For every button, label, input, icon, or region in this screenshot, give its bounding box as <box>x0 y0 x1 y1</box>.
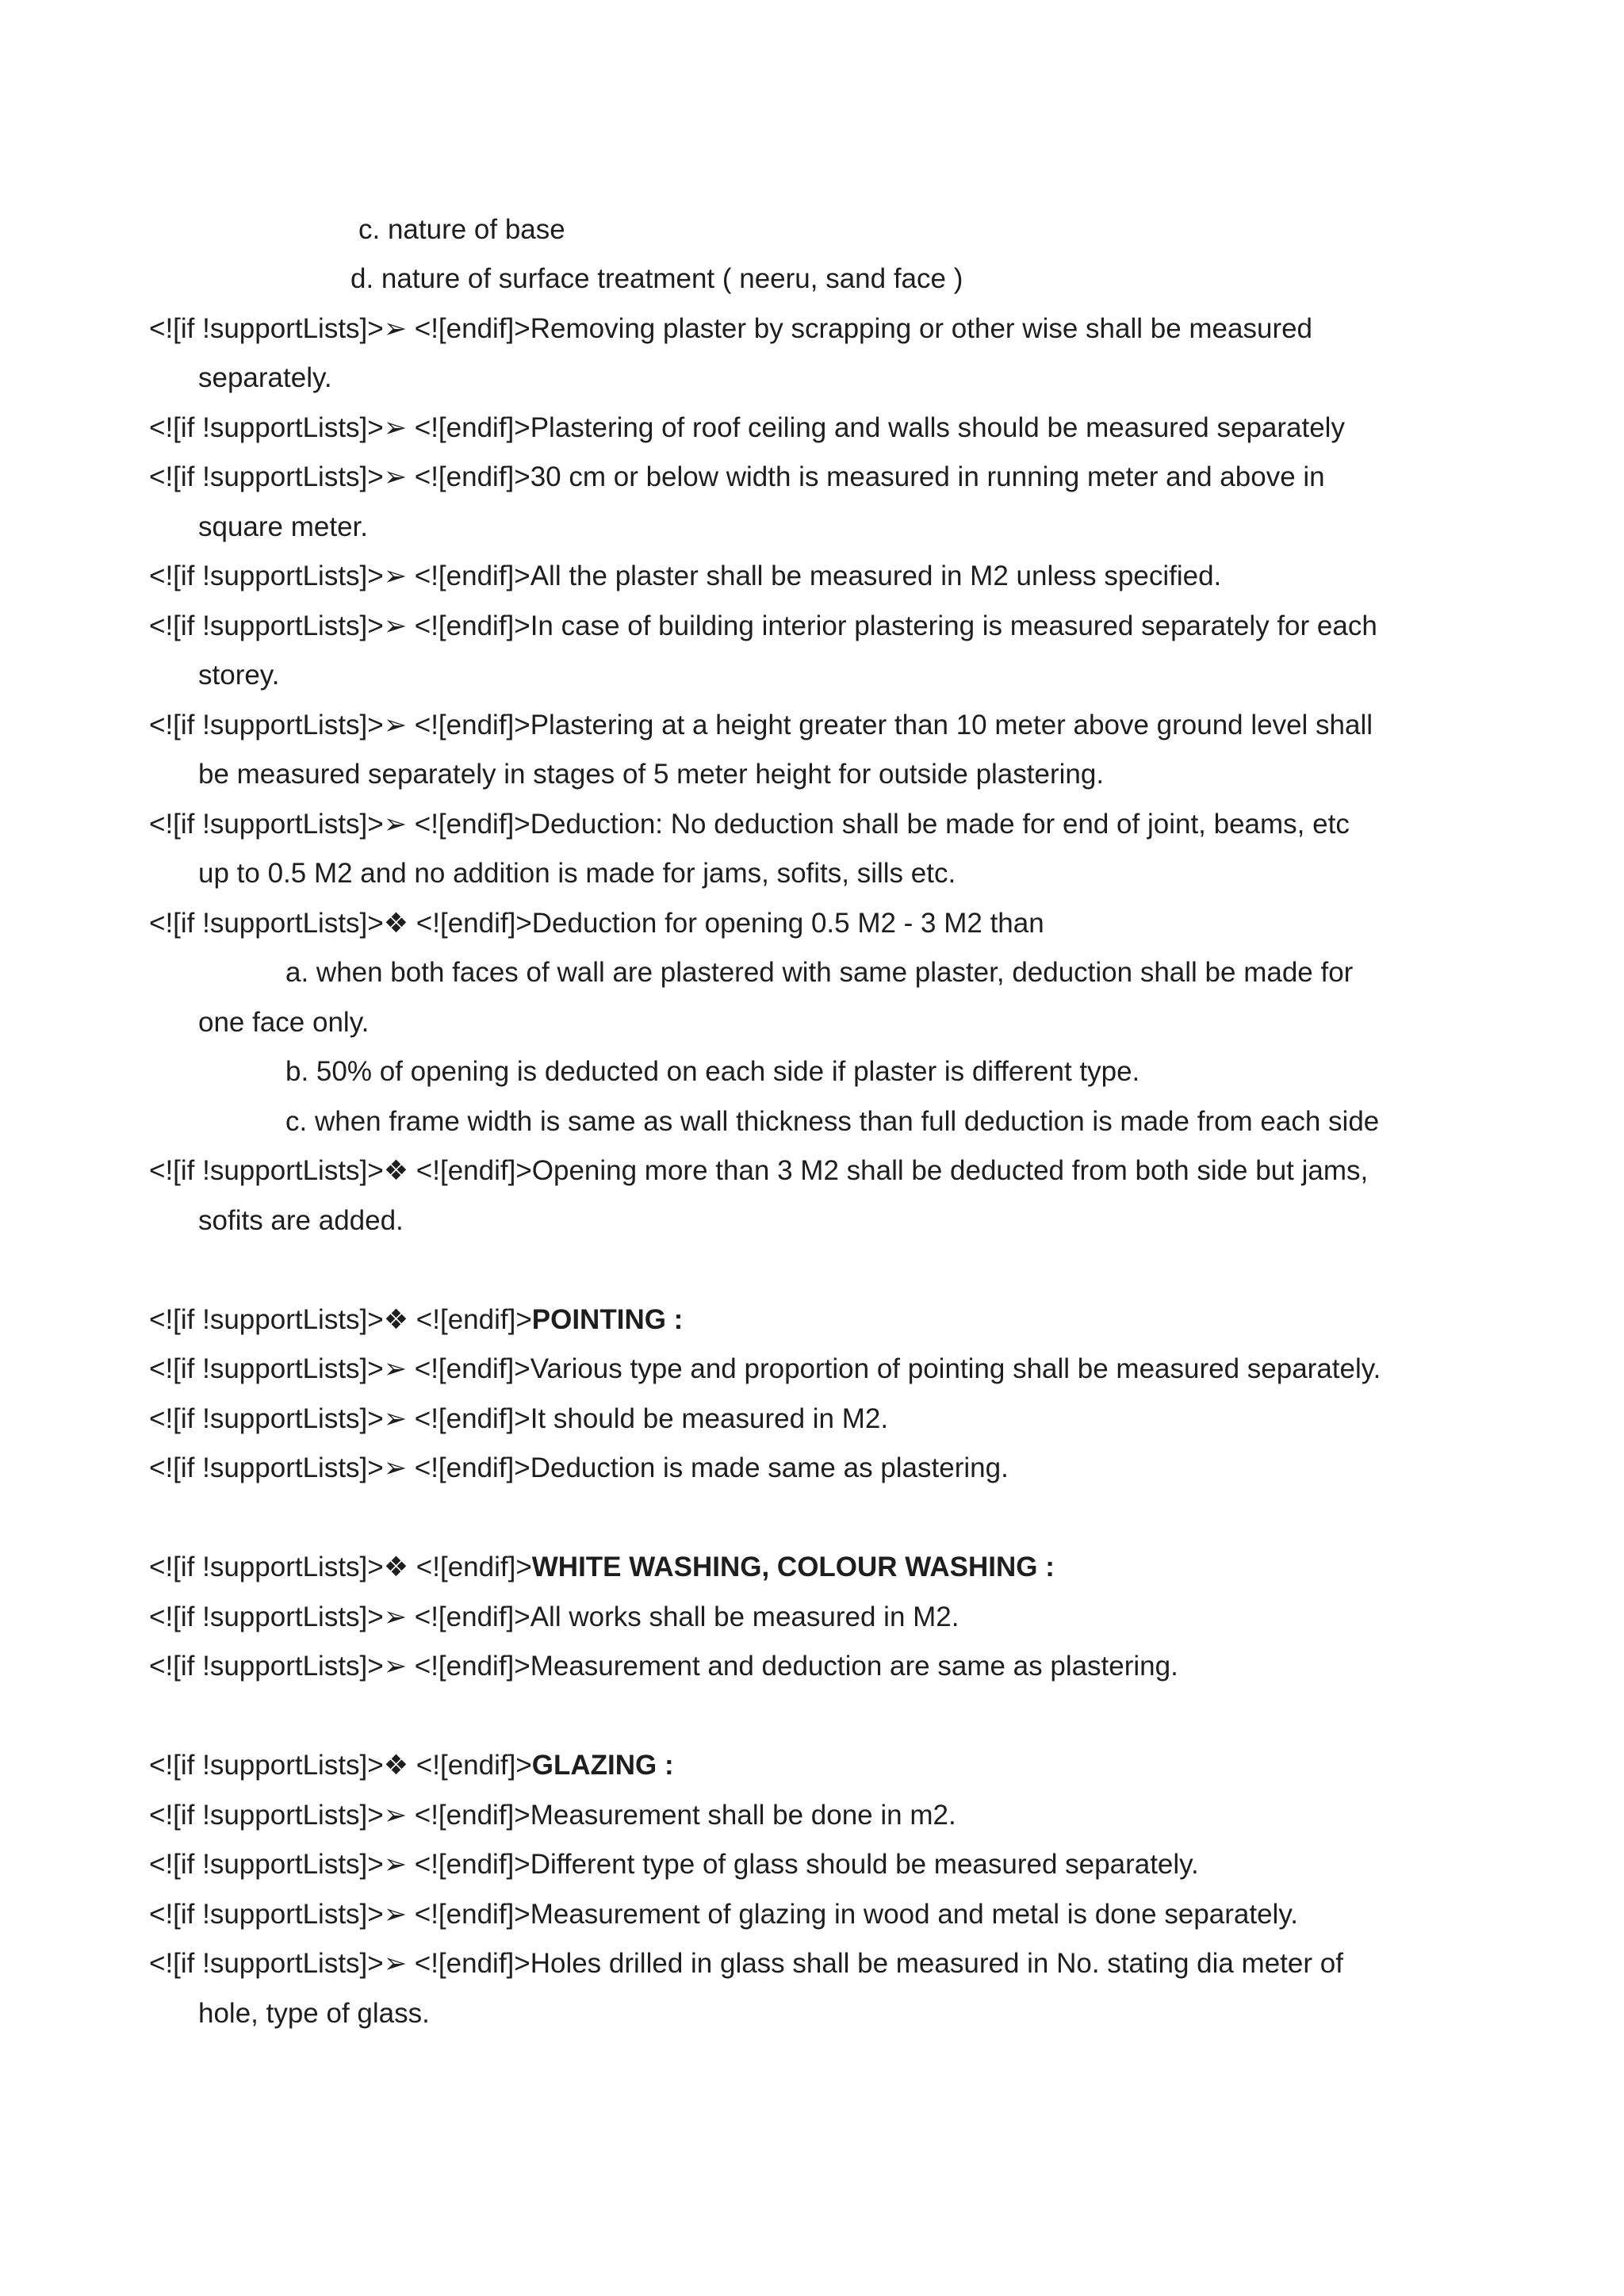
list-item-continuation: square meter. <box>198 511 368 542</box>
heading-text: WHITE WASHING, COLOUR WASHING : <box>531 1552 1055 1582</box>
list-item: c. nature of base <box>358 214 565 245</box>
list-item: <![if !supportLists]>➢ <![endif]>Plastering of roof ceiling and walls should be measured separately <box>149 412 1345 443</box>
sub-list-item-continuation: one face only. <box>198 1007 370 1038</box>
list-marker: <![if !supportLists]>❖ <![endif]> <box>149 1304 532 1335</box>
list-item: <![if !supportLists]>➢ <![endif]>Measurement shall be done in m2. <box>149 1800 956 1831</box>
section-heading-pointing <box>149 1295 683 1345</box>
list-item: <![if !supportLists]>➢ <![endif]>Deduction is made same as plastering. <box>149 1452 1009 1483</box>
list-marker: <![if !supportLists]>❖ <![endif]> <box>149 1750 532 1781</box>
list-item: d. nature of surface treatment ( neeru, sand face ) <box>350 263 963 294</box>
list-item: <![if !supportLists]>➢ <![endif]>Holes drilled in glass shall be measured in No. stating dia meter of <box>149 1948 1343 1979</box>
list-item-continuation: hole, type of glass. <box>198 1998 430 2029</box>
list-item-continuation: up to 0.5 M2 and no addition is made for jams, sofits, sills etc. <box>198 858 956 889</box>
list-item-continuation: be measured separately in stages of 5 meter height for outside plastering. <box>198 759 1105 790</box>
list-item-continuation: separately. <box>198 362 332 393</box>
list-item: <![if !supportLists]>➢ <![endif]>It should be measured in M2. <box>149 1403 889 1434</box>
list-item: <![if !supportLists]>❖ <![endif]>Deduction for opening 0.5 M2 - 3 M2 than <box>149 908 1044 939</box>
list-item: <![if !supportLists]>➢ <![endif]>Measurement and deduction are same as plastering. <box>149 1651 1178 1682</box>
section-heading-glazing <box>149 1741 674 1790</box>
list-item: <![if !supportLists]>❖ <![endif]>Opening more than 3 M2 shall be deducted from both side but jams, <box>149 1155 1369 1186</box>
list-item: <![if !supportLists]>➢ <![endif]>In case of building interior plastering is measured separately for each <box>149 610 1377 641</box>
list-item: <![if !supportLists]>➢ <![endif]>All the plaster shall be measured in M2 unless specified. <box>149 561 1222 591</box>
list-item: <![if !supportLists]>➢ <![endif]>Deduction: No deduction shall be made for end of joint, beams, etc <box>149 809 1350 840</box>
list-item: <![if !supportLists]>➢ <![endif]>All works shall be measured in M2. <box>149 1601 959 1632</box>
list-item: <![if !supportLists]>➢ <![endif]>Removing plaster by scrapping or other wise shall be measured <box>149 313 1313 344</box>
list-item: <![if !supportLists]>➢ <![endif]>Various type and proportion of pointing shall be measured separately. <box>149 1353 1381 1384</box>
sub-list-item: c. when frame width is same as wall thickness than full deduction is made from each side <box>285 1106 1380 1137</box>
list-item: <![if !supportLists]>➢ <![endif]>Plastering at a height greater than 10 meter above ground level shall <box>149 710 1373 740</box>
list-marker: <![if !supportLists]>❖ <![endif]> <box>149 1552 532 1582</box>
list-item-continuation: sofits are added. <box>198 1205 404 1236</box>
heading-text: GLAZING : <box>531 1750 674 1781</box>
heading-text: POINTING : <box>531 1304 684 1335</box>
section-heading-white-washing <box>149 1543 1055 1592</box>
sub-list-item: a. when both faces of wall are plastered with same plaster, deduction shall be made for <box>285 957 1354 988</box>
list-item: <![if !supportLists]>➢ <![endif]>Different type of glass should be measured separately. <box>149 1849 1199 1880</box>
list-item: <![if !supportLists]>➢ <![endif]>Measurement of glazing in wood and metal is done separately. <box>149 1899 1298 1930</box>
list-item-continuation: storey. <box>198 660 280 691</box>
list-item: <![if !supportLists]>➢ <![endif]>30 cm or below width is measured in running meter and above in <box>149 461 1325 492</box>
sub-list-item: b. 50% of opening is deducted on each side if plaster is different type. <box>285 1056 1140 1087</box>
